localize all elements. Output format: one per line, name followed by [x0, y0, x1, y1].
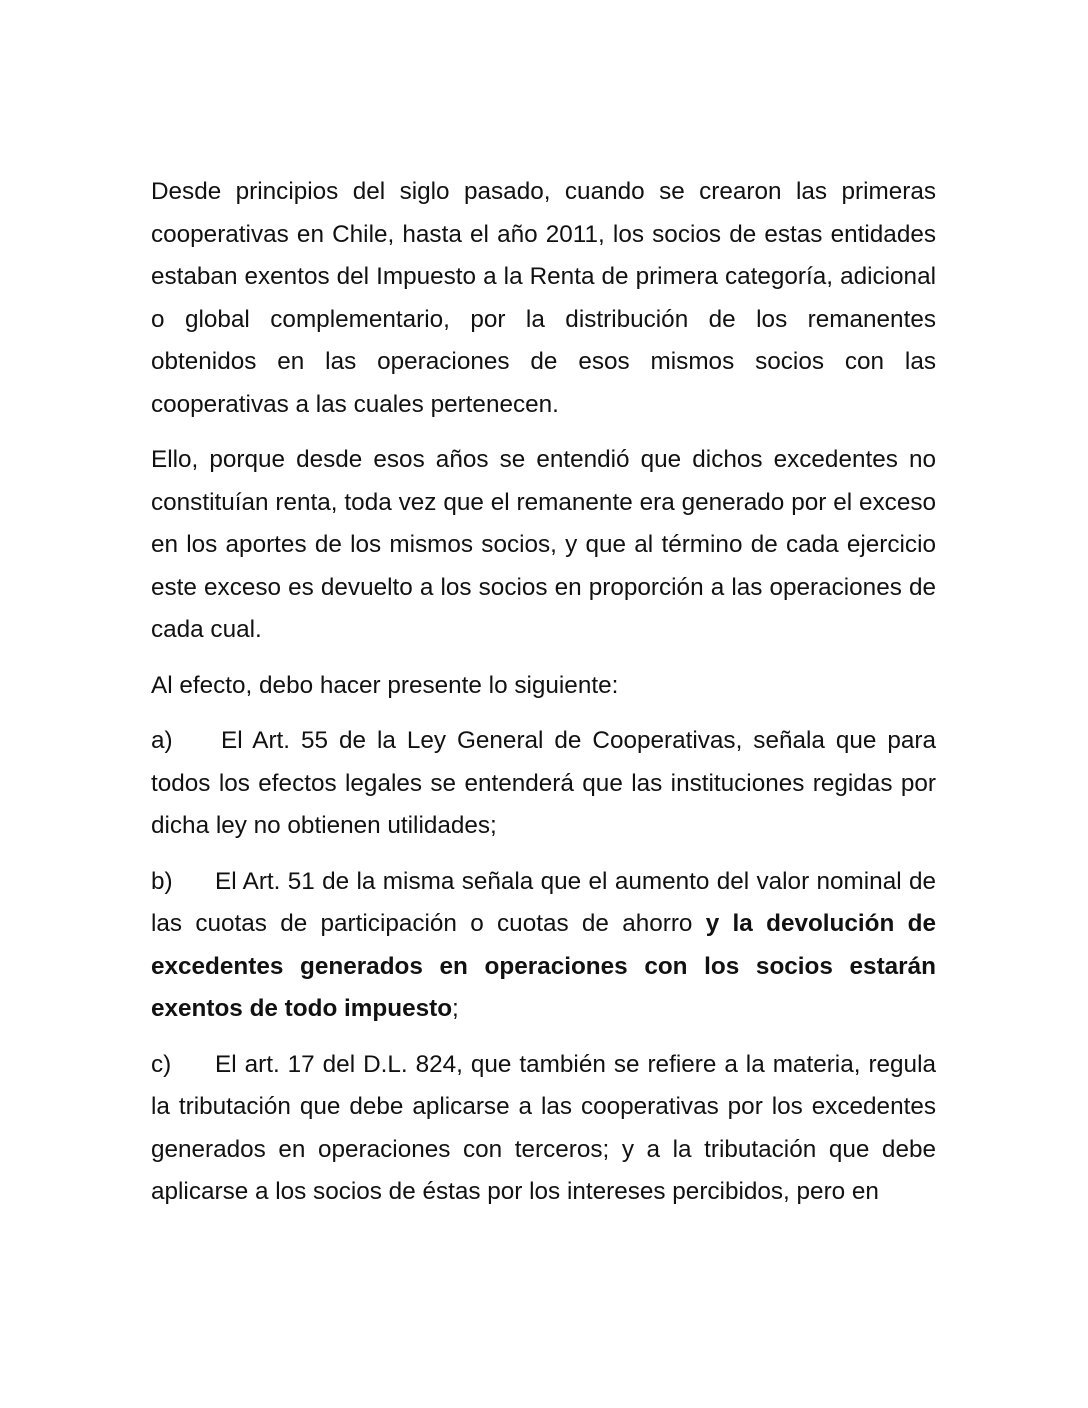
list-item-b-text-end: ; — [452, 995, 459, 1022]
paragraph-1: Desde principios del siglo pasado, cuando se crearon las primeras cooperativas en Chile, hasta el año 2011, los socios de estas entidades estaban exentos del Impuesto a la Renta de primera categoría, adicional o global complementario, por la distribución de los remanentes obtenidos en las operaciones de esos mismos socios con las cooperativas a las cuales pertenecen. — [151, 178, 936, 418]
list-marker-b: b) — [151, 867, 173, 895]
list-item-b-bold-text: y la devolución de excedentes generados en operaciones con los socios estarán exentos de todo impuesto — [151, 910, 936, 1022]
list-marker-c: c) — [151, 1050, 172, 1078]
list-item-a-text: El Art. 55 de la Ley General de Cooperativas, señala que para todos los efectos legales se entenderá que las instituciones regidas por dicha ley no obtienen utilidades; — [151, 727, 936, 839]
paragraph-3: Al efecto, debo hacer presente lo siguiente: — [151, 671, 619, 699]
document-page — [151, 171, 936, 1214]
list-item-b — [151, 861, 936, 1031]
list-item-a — [151, 720, 936, 848]
list-item-c-text: El art. 17 del D.L. 824, que también se refiere a la materia, regula la tributación que debe aplicarse a las cooperativas por los excedentes generados en operaciones con terceros; y a la tributación que debe aplicarse a los socios de éstas por los intereses percibidos, pero en — [151, 1050, 936, 1205]
list-item-c — [151, 1044, 936, 1214]
paragraph-2: Ello, porque desde esos años se entendió que dichos excedentes no constituían renta, toda vez que el remanente era generado por el exceso en los aportes de los mismos socios, y que al término de cada ejercicio este exceso es devuelto a los socios en proporción a las operaciones de cada cual. — [151, 446, 936, 643]
list-item-b-text: El Art. 51 de la misma señala que el aumento del valor nominal de las cuotas de participación o cuotas de ahorro — [151, 867, 936, 937]
list-marker-a: a) — [151, 727, 173, 754]
